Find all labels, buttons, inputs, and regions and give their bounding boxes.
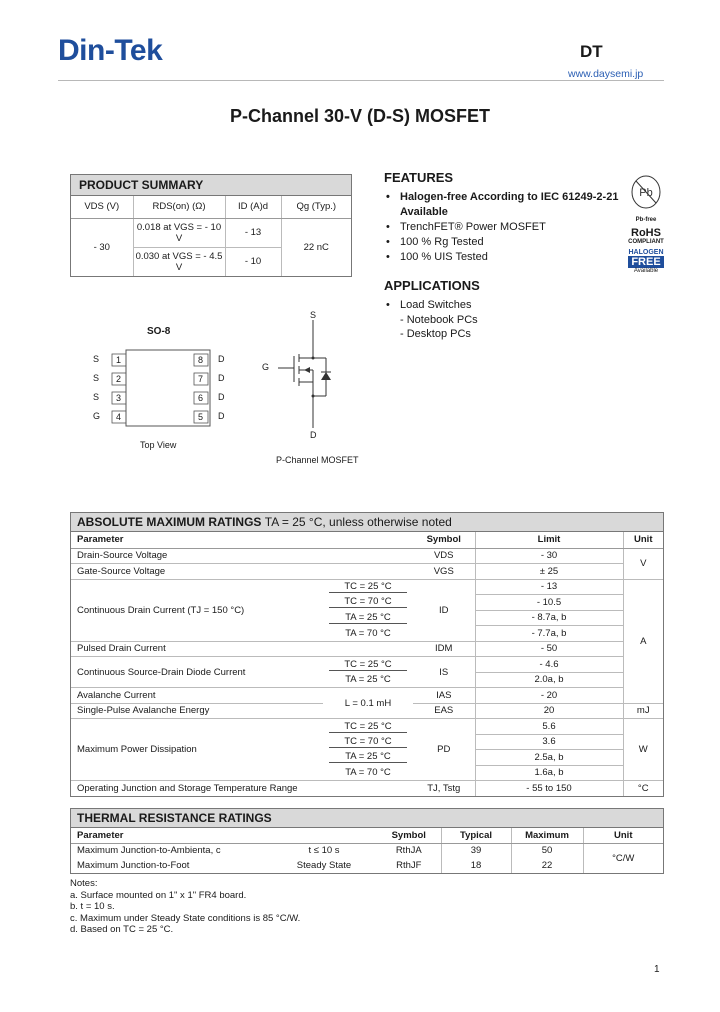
- ps-id-1: - 13: [225, 218, 281, 247]
- pin-label: D: [218, 411, 225, 421]
- amr-symbol: VDS: [433, 550, 454, 562]
- ps-col-id: ID (A)d: [225, 196, 281, 218]
- rohs-label: RoHS: [631, 227, 661, 239]
- amr-limit: 5.6: [475, 719, 623, 735]
- feature-item: • TrenchFET® Power MOSFET: [386, 221, 546, 233]
- notes-line: a. Surface mounted on 1" x 1" FR4 board.: [70, 889, 247, 901]
- amr-limit: 2.0a, b: [475, 672, 623, 688]
- amr-heading: ABSOLUTE MAXIMUM RATINGS TA = 25 °C, unless otherwise noted: [71, 513, 663, 532]
- ps-col-vds: VDS (V): [71, 196, 133, 218]
- thermal-resistance-table: [70, 808, 664, 874]
- trr-col-unit: Unit: [583, 828, 663, 843]
- amr-limit: - 20: [475, 688, 623, 704]
- amr-col-limit: Limit: [475, 532, 623, 548]
- amr-condition: TC = 70 °C: [329, 596, 407, 608]
- amr-limit: - 10.5: [475, 595, 623, 611]
- trr-typical: 18: [441, 858, 511, 873]
- amr-condition: TA = 25 °C: [345, 674, 391, 685]
- page-number: 1: [654, 964, 660, 975]
- ps-rds-1: 0.018 at VGS = - 10 V: [133, 218, 225, 247]
- pin-number: 1: [116, 355, 122, 365]
- amr-param: Single-Pulse Avalanche Energy: [71, 703, 323, 719]
- amr-condition: TA = 70 °C: [345, 627, 391, 639]
- free-label: FREE: [628, 256, 663, 268]
- amr-symbol: VGS: [413, 564, 475, 580]
- amr-unit: °C: [623, 781, 663, 797]
- amr-condition: TC = 70 °C: [329, 736, 407, 748]
- part-number: DT: [580, 42, 603, 61]
- pin-number: 6: [198, 393, 204, 403]
- trr-maximum: 50: [511, 843, 583, 858]
- trr-param: Maximum Junction-to-Foot: [77, 860, 190, 871]
- trr-col-typical: Typical: [441, 828, 511, 843]
- feature-item: • 100 % Rg Tested: [386, 236, 484, 248]
- product-summary-heading: PRODUCT SUMMARY: [71, 175, 351, 196]
- amr-limit: - 30: [475, 548, 623, 564]
- amr-param: Continuous Source-Drain Diode Current: [71, 657, 323, 688]
- amr-limit: - 13: [475, 579, 623, 595]
- ps-qg-value: 22 nC: [281, 218, 351, 276]
- trr-heading: THERMAL RESISTANCE RATINGS: [71, 809, 663, 828]
- amr-limit: ± 25: [475, 564, 623, 580]
- features-section: [384, 170, 624, 265]
- compliance-badges: [626, 174, 666, 274]
- amr-param: Gate-Source Voltage: [71, 564, 323, 580]
- amr-limit: 2.5a, b: [475, 750, 623, 766]
- absolute-maximum-ratings-table: [70, 512, 664, 797]
- application-sub-item: - Notebook PCs: [400, 314, 478, 326]
- website-link[interactable]: www.daysemi.jp: [568, 68, 644, 80]
- amr-limit: - 55 to 150: [475, 781, 623, 797]
- source-label: S: [310, 310, 317, 320]
- pin-number: 3: [116, 393, 122, 403]
- notes-line: c. Maximum under Steady State conditions is 85 °C/W.: [70, 912, 301, 924]
- drain-label: D: [310, 430, 317, 440]
- package-name: SO-8: [147, 326, 171, 337]
- pin-label: S: [93, 354, 100, 364]
- application-sub-item: - Desktop PCs: [400, 328, 471, 340]
- amr-symbol: TJ, Tstg: [413, 781, 475, 797]
- amr-col-unit: Unit: [623, 532, 663, 548]
- amr-limit: - 8.7a, b: [475, 610, 623, 626]
- amr-condition: TA = 25 °C: [329, 612, 407, 624]
- notes-line: d. Based on TC = 25 °C.: [70, 924, 174, 935]
- amr-col-parameter: Parameter: [71, 532, 323, 548]
- trr-maximum: 22: [511, 858, 583, 873]
- trr-symbol: RthJA: [395, 845, 422, 857]
- amr-limit: 1.6a, b: [475, 765, 623, 781]
- amr-col-symbol: Symbol: [413, 532, 475, 548]
- pin-number: 5: [198, 412, 204, 422]
- gate-label: G: [262, 362, 270, 372]
- product-summary-table: [70, 174, 352, 277]
- amr-limit: 3.6: [475, 734, 623, 750]
- pb-free-icon: [630, 174, 662, 214]
- pin-label: D: [218, 392, 225, 402]
- amr-condition: TC = 25 °C: [329, 581, 407, 593]
- pin-label: S: [93, 373, 100, 383]
- amr-condition: TA = 25 °C: [329, 751, 407, 763]
- pin-number: 2: [116, 374, 122, 384]
- applications-section: [384, 278, 624, 341]
- amr-symbol: PD: [413, 719, 475, 781]
- amr-condition: TA = 70 °C: [345, 767, 391, 778]
- applications-heading: APPLICATIONS: [384, 278, 480, 293]
- pin-label: G: [93, 411, 101, 421]
- amr-condition: L = 0.1 mH: [323, 688, 413, 719]
- notes-line: Notes:: [70, 878, 98, 889]
- amr-symbol: IAS: [413, 688, 475, 704]
- pin-label: D: [218, 354, 225, 364]
- notes-line: b. t = 10 s.: [70, 901, 115, 912]
- amr-param: Avalanche Current: [71, 688, 323, 704]
- features-heading: FEATURES: [384, 170, 454, 185]
- pin-number: 8: [198, 355, 204, 365]
- amr-symbol: EAS: [413, 703, 475, 719]
- pin-number: 4: [116, 412, 122, 422]
- amr-param: Operating Junction and Storage Temperature Range: [71, 781, 323, 797]
- trr-condition: Steady State: [296, 860, 352, 871]
- ps-vds-value: - 30: [93, 241, 110, 253]
- trr-col-maximum: Maximum: [511, 828, 583, 843]
- ps-id-2: - 10: [225, 247, 281, 276]
- trr-col-parameter: Parameter: [71, 828, 271, 843]
- document-title: P-Channel 30-V (D-S) MOSFET: [229, 106, 490, 126]
- pin-label: S: [93, 392, 100, 402]
- amr-condition: TC = 25 °C: [329, 721, 407, 733]
- amr-unit: W: [623, 719, 663, 781]
- halogen-label: HALOGEN: [628, 249, 664, 256]
- trr-condition: t ≤ 10 s: [308, 845, 340, 857]
- amr-limit: - 4.6: [475, 657, 623, 673]
- amr-symbol: IDM: [413, 641, 475, 657]
- ps-rds-2: 0.030 at VGS = - 4.5 V: [133, 247, 225, 276]
- amr-param: Drain-Source Voltage: [77, 550, 168, 562]
- amr-symbol: ID: [413, 579, 475, 641]
- amr-unit: A: [623, 579, 663, 703]
- svg-text:Pb: Pb: [639, 187, 653, 199]
- feature-item: • Halogen-free According to IEC 61249-2-21 Available: [386, 191, 619, 218]
- header-divider: [58, 80, 664, 81]
- trr-param: Maximum Junction-to-Ambienta, c: [77, 845, 221, 857]
- ps-col-qg: Qg (Typ.): [281, 196, 351, 218]
- package-view-label: Top View: [140, 440, 177, 450]
- pin-label: D: [218, 373, 225, 383]
- notes-section: [70, 878, 300, 936]
- trr-col-symbol: Symbol: [377, 828, 441, 843]
- amr-condition: TC = 25 °C: [329, 659, 407, 671]
- halogen-available: Available: [633, 268, 659, 274]
- application-item: • Load Switches: [386, 299, 472, 311]
- amr-limit: - 50: [475, 641, 623, 657]
- pin-number: 7: [198, 374, 204, 384]
- mosfet-caption: P-Channel MOSFET: [276, 455, 359, 465]
- trr-unit: °C/W: [583, 843, 663, 873]
- feature-item: • 100 % UIS Tested: [386, 251, 488, 263]
- amr-param: Pulsed Drain Current: [71, 641, 323, 657]
- amr-param: Maximum Power Dissipation: [71, 719, 323, 781]
- trr-typical: 39: [441, 843, 511, 858]
- company-logo: Din-Tek: [58, 34, 163, 67]
- amr-limit: - 7.7a, b: [475, 626, 623, 642]
- ps-col-rds: RDS(on) (Ω): [133, 196, 225, 218]
- amr-unit: V: [623, 548, 663, 579]
- amr-param: Continuous Drain Current (TJ = 150 °C): [71, 579, 323, 641]
- rohs-compliant: COMPLIANT: [628, 239, 664, 245]
- p-channel-mosfet-symbol: [268, 320, 338, 428]
- amr-unit: mJ: [623, 703, 663, 719]
- amr-limit: 20: [475, 703, 623, 719]
- pb-free-label: Pb-free: [635, 217, 657, 223]
- trr-symbol: RthJF: [396, 860, 422, 871]
- amr-symbol: IS: [413, 657, 475, 688]
